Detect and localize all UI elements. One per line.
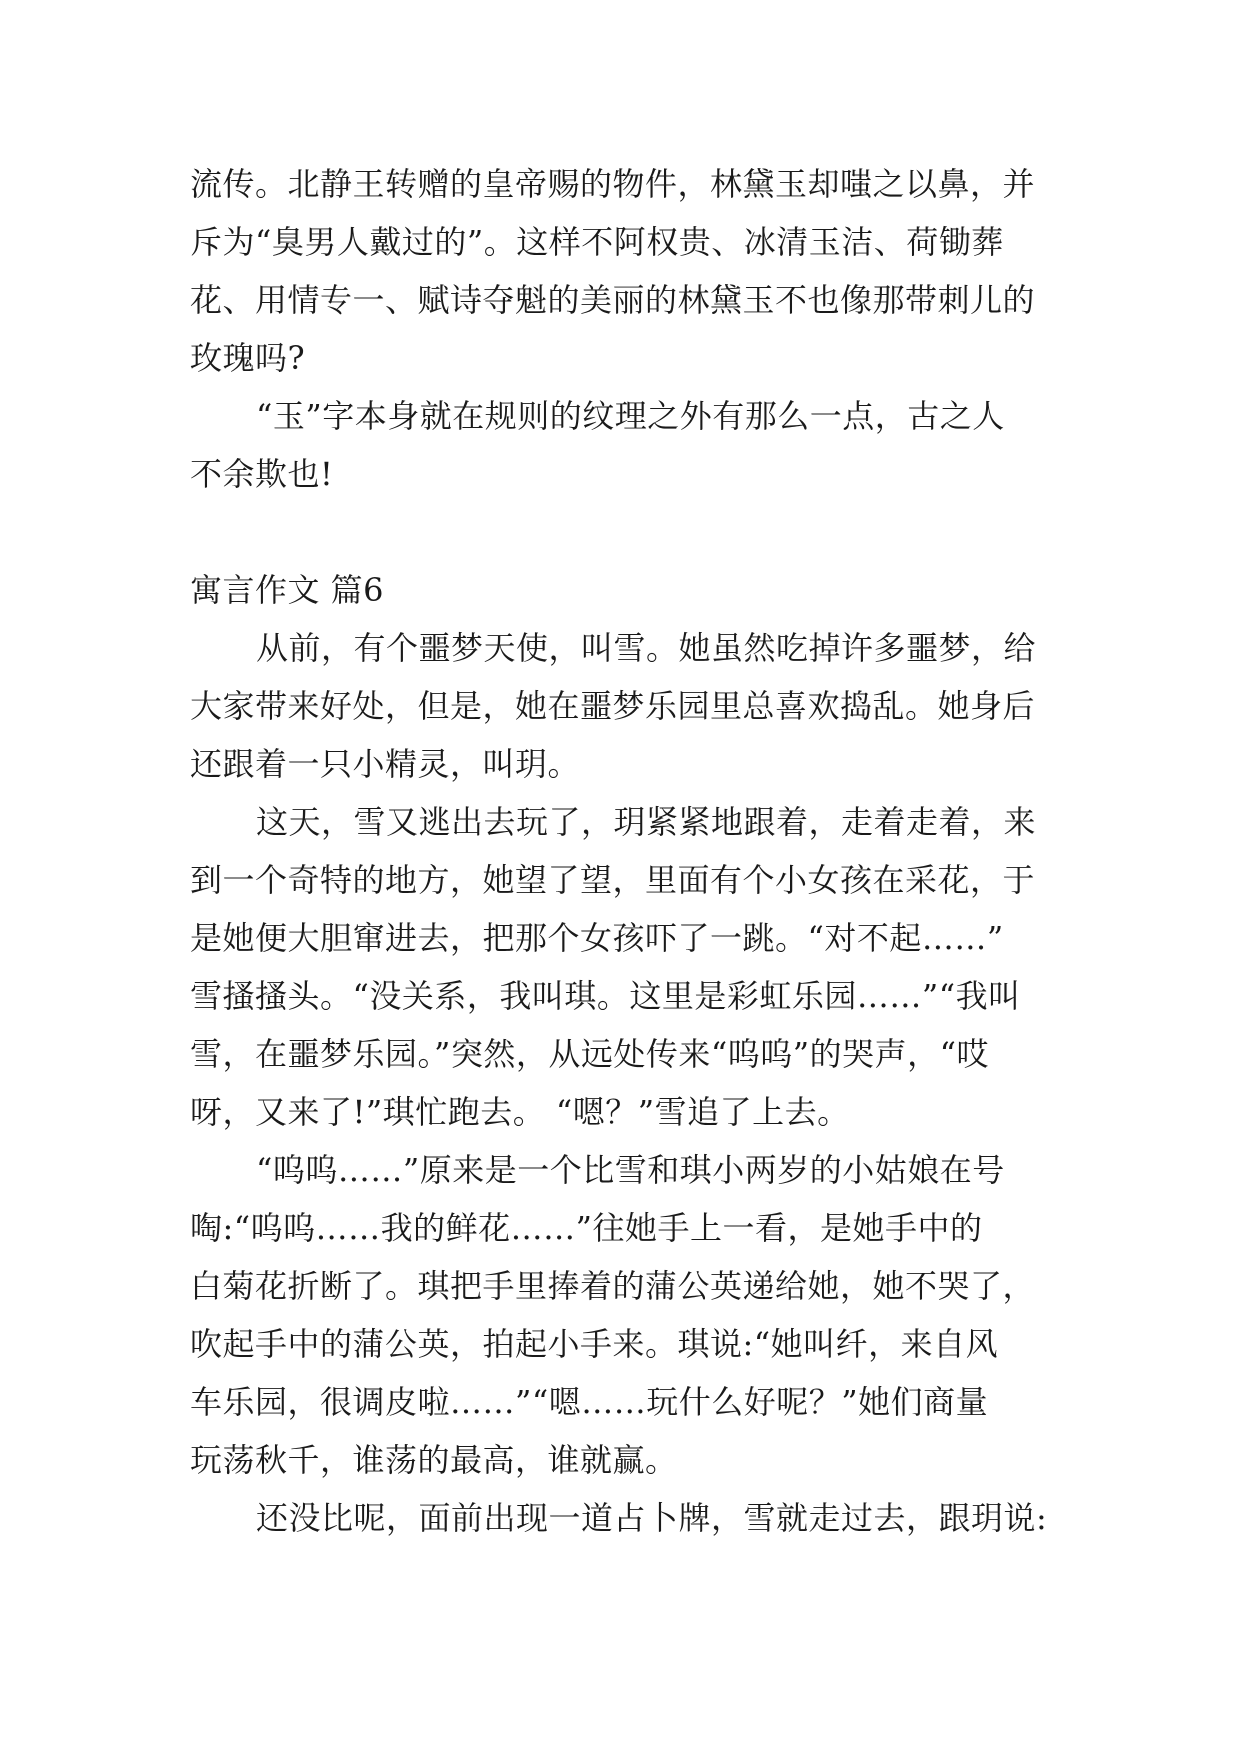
text-line: 还没比呢，面前出现一道占卜牌，雪就走过去，跟玥说: [256,1499,1048,1537]
text-line: 玩荡秋千，谁荡的最高，谁就赢。 [190,1441,678,1479]
text-line: 啕:“呜呜……我的鲜花……”往她手上一看，是她手中的 [190,1209,983,1247]
text-line: 从前，有个噩梦天使，叫雪。她虽然吃掉许多噩梦，给 [256,629,1037,667]
text-line: 白菊花折断了。琪把手里捧着的蒲公英递给她，她不哭了， [190,1267,1036,1305]
text-line: 这天，雪又逃出去玩了，玥紧紧地跟着，走着走着，来 [256,803,1037,841]
text-line: 不余欺也! [190,455,334,493]
text-line: 车乐园，很调皮啦……”“嗯……玩什么好呢？”她们商量 [190,1383,989,1421]
text-line: 到一个奇特的地方，她望了望，里面有个小女孩在采花，于 [190,861,1036,899]
text-line: 大家带来好处，但是，她在噩梦乐园里总喜欢捣乱。她身后 [190,687,1036,725]
text-line: 流传。北静王转赠的皇帝赐的物件，林黛玉却嗤之以鼻，并 [190,165,1036,203]
text-line: 雪搔搔头。“没关系，我叫琪。这里是彩虹乐园……”“我叫 [190,977,1021,1015]
text-line: “玉”字本身就在规则的纹理之外有那么一点，古之人 [256,397,1005,435]
text-line: 是她便大胆窜进去，把那个女孩吓了一跳。“对不起……” [190,919,1004,957]
text-line: 雪，在噩梦乐园。”突然，从远处传来“呜呜”的哭声，“哎 [190,1035,989,1073]
text-line: 斥为“臭男人戴过的”。这样不阿权贵、冰清玉洁、荷锄葬 [190,223,1004,261]
text-line: “呜呜……”原来是一个比雪和琪小两岁的小姑娘在号 [256,1151,1005,1189]
text-line: 吹起手中的蒲公英，拍起小手来。琪说:“她叫纤，来自风 [190,1325,999,1363]
text-line: 呀，又来了!”琪忙跑去。 “嗯？”雪追了上去。 [190,1093,850,1131]
text-line: 还跟着一只小精灵，叫玥。 [190,745,581,783]
section-heading: 寓言作文 篇6 [190,571,385,609]
text-line: 花、用情专一、赋诗夺魁的美丽的林黛玉不也像那带刺儿的 [190,281,1036,319]
text-line: 玫瑰吗? [190,339,306,377]
